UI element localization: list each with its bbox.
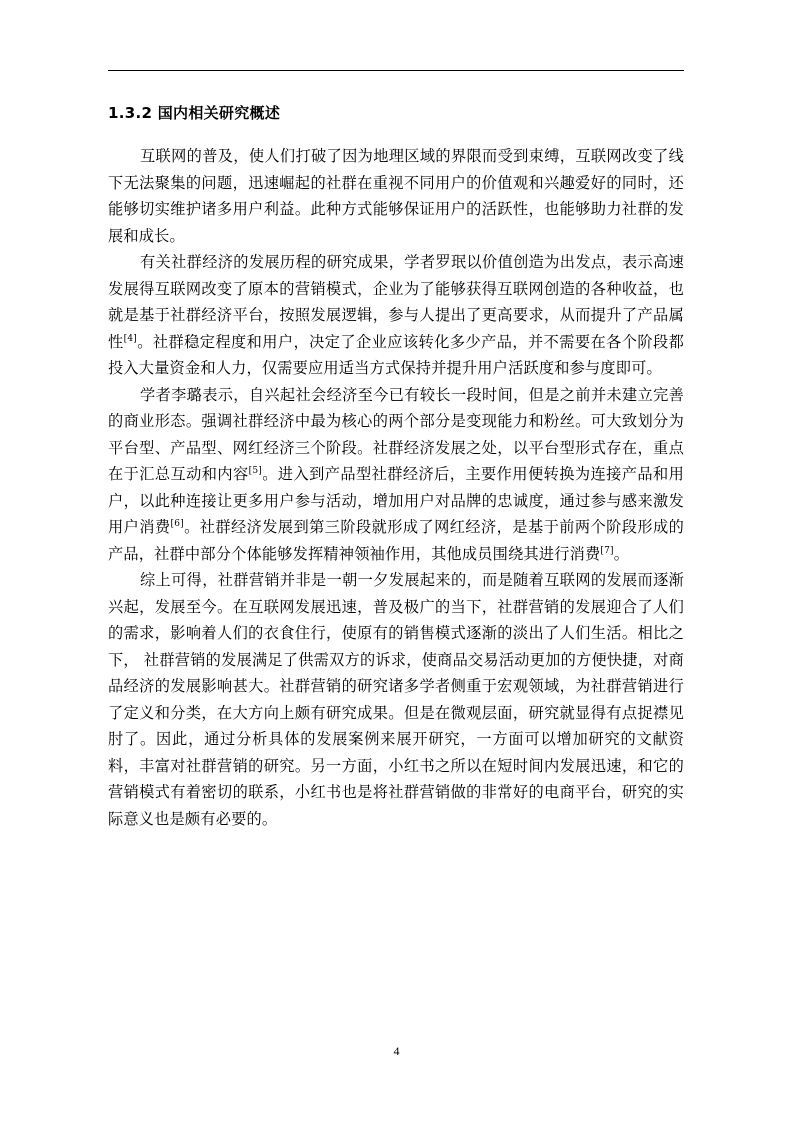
paragraph bbox=[108, 567, 684, 832]
section-heading: 1.3.2 国内相关研究概述 bbox=[108, 104, 281, 122]
paragraph bbox=[108, 249, 684, 382]
paragraph-text: 综上可得，社群营销并非是一朝一夕发展起来的，而是随着互联网的发展而逐渐兴起，发展至今。在互联网发展迅速，普及极广的当下，社群营销的发展迎合了人们的需求，影响着人们的衣食住行，使原有的销售模式逐渐的淡出了人们生活。相比之下， 社群营销的发展满足了供需双方的诉求，使商品交易活动更加的方便快捷，对商品经济的发展影响甚大。社群营销的研究诸多学者侧重于宏观领域，为社群营销进行了定义和分类，在大方向上颇有研究成果。但是在微观层面，研究就显得有点捉襟见肘了。因此，通过分析具体的发展案例来展开研究，一方面可以增加研究的文献资料，丰富对社群营销的研究。另一方面，小红书之所以在短时间内发展迅速，和它的营销模式有着密切的联系，小红书也是将社群营销做的非常好的电商平台，研究的实际意义也是颇有必要的。 bbox=[108, 571, 684, 828]
paragraph-text: 有关社群经济的发展历程的研究成果，学者罗珉以价值创造为出发点，表示高速发展得互联网改变了原本的营销模式，企业为了能够获得互联网创造的各种收益，也就是基于社群经济平台，按照发展逻辑，参与人提出了更高要求，从而提升了产品属性 bbox=[108, 253, 684, 351]
body-text bbox=[108, 143, 684, 832]
paragraph-text: 。社群经济发展到第三阶段就形成了网红经济，是基于前两个阶段形成的产品，社群中部分个体能够发挥精神领袖作用，其他成员围绕其进行消费 bbox=[108, 518, 684, 563]
citation-marker: [4] bbox=[123, 333, 137, 344]
citation-marker: [7] bbox=[600, 545, 614, 556]
paragraph-text: 互联网的普及，使人们打破了因为地理区域的界限而受到束缚，互联网改变了线下无法聚集的问题，迅速崛起的社群在重视不同用户的价值观和兴趣爱好的同时，还能够切实维护诸多用户利益。此种方式能够保证用户的活跃性，也能够助力社群的发展和成长。 bbox=[108, 147, 684, 245]
citation-marker: [5] bbox=[248, 466, 263, 476]
paragraph-text: 学者李璐表示，自兴起社会经济至今已有较长一段时间，但是之前并未建立完善的商业形态。强调社群经济中最为核心的两个部分是变现能力和粉丝。可大致划分为平台型、产品型、网红经济三个阶段。社群经济发展之处，以平台型形式存在，重点在于汇总互动和内容 bbox=[108, 385, 684, 483]
paragraph-text: 。进入到产品型社群经济后，主要作用便转换为连接产品和用户，以此种连接让更多用户参与活动，增加用户对品牌的忠诚度，通过参与感来激发用户消费 bbox=[108, 465, 684, 536]
header-rule bbox=[108, 70, 684, 71]
paragraph bbox=[108, 143, 684, 249]
citation-marker: [6] bbox=[170, 519, 184, 529]
paragraph-text: 。社群稳定程度和用户，决定了企业应该转化多少产品，并不需要在各个阶段都投入大量资金和人力，仅需要应用适当方式保持并提升用户活跃度和参与度即可。 bbox=[108, 332, 685, 377]
paragraph bbox=[108, 382, 684, 568]
page-number: 4 bbox=[393, 1044, 400, 1058]
paragraph-text: 。 bbox=[613, 544, 630, 563]
